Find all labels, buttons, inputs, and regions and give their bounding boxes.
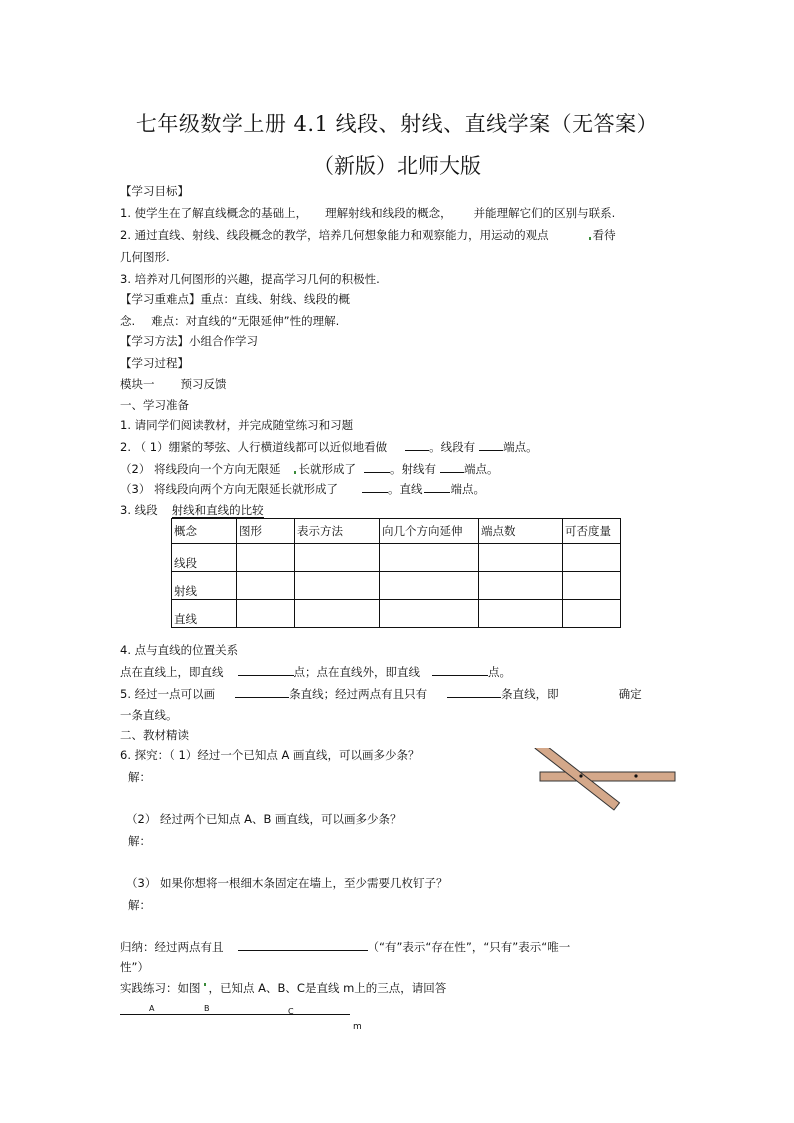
table-header-cell: 向几个方向延伸 xyxy=(380,519,479,544)
blank xyxy=(364,462,390,473)
comparison-table xyxy=(171,518,621,628)
table-cell xyxy=(563,572,621,600)
blank xyxy=(424,482,450,493)
q4-line: 点在直线上，即直线 点；点在直线外，即直线 点。 xyxy=(120,665,511,679)
q6-1: 6. 探究：（ 1）经过一个已知点 A 画直线，可以画多少条？ xyxy=(120,748,420,762)
practice-line: 实践练习：如图 ，已知点 A、B、C是直线 m上的三点，请回答 xyxy=(120,981,447,995)
row-label: 直线 xyxy=(172,600,237,628)
table-header-cell: 表示方法 xyxy=(295,519,380,544)
goal-3: 3. 培养对几何图形的兴趣，提高学习几何的积极性. xyxy=(120,272,380,286)
point-c-label: C xyxy=(288,1007,294,1016)
keys-line-1: 【学习重难点】重点：直线、射线、线段的概 xyxy=(120,292,350,306)
blank xyxy=(405,440,429,451)
prep-q2-1: 2. （ 1）绷紧的琴弦、人行横道线都可以近似地看做 。线段有 端点。 xyxy=(120,440,538,454)
q6-2: （2） 经过两个已知点 A、B 画直线，可以画多少条？ xyxy=(126,812,402,826)
solution-label: 解： xyxy=(128,770,151,784)
table-cell xyxy=(479,600,563,628)
table-cell xyxy=(237,600,295,628)
blank xyxy=(238,940,368,951)
crossed-sticks-icon xyxy=(532,748,682,818)
q5-line: 5. 经过一点可以画 条直线；经过两点有且只有 条直线，即 确定 xyxy=(120,687,642,701)
table-cell xyxy=(295,544,380,572)
table-header-cell: 可否度量 xyxy=(563,519,621,544)
point-b-label: B xyxy=(204,1004,210,1013)
blank xyxy=(479,440,503,451)
goal-2: 2. 通过直线、射线、线段概念的教学，培养几何想象能力和观察能力，用运动的观点 看待 xyxy=(120,228,616,242)
prep-q2-2: （2） 将线段向一个方向无限延 长就形成了 。射线有 端点。 xyxy=(120,462,499,476)
table-header-cell: 端点数 xyxy=(479,519,563,544)
green-dot-icon xyxy=(589,237,591,240)
q5-cont: 一条直线。 xyxy=(120,708,178,722)
table-cell xyxy=(380,600,479,628)
table-cell xyxy=(563,544,621,572)
summary-cont: 性”） xyxy=(120,960,149,974)
row-label: 射线 xyxy=(172,572,237,600)
prep-q3: 3. 线段 射线和直线的比较 xyxy=(120,503,264,517)
table-cell xyxy=(479,572,563,600)
page-title: 七年级数学上册 4.1 线段、射线、直线学案（无答案） xyxy=(135,112,659,136)
ruler-cross-diagram xyxy=(532,748,682,818)
table-cell xyxy=(295,600,380,628)
prep-q1: 1. 请同学们阅读教材，并完成随堂练习和习题 xyxy=(120,418,354,432)
process-header: 【学习过程】 xyxy=(120,356,189,370)
line-m-diagram xyxy=(120,1004,362,1034)
table-row xyxy=(172,544,621,572)
module-line: 模块一 预习反馈 xyxy=(120,377,227,391)
method-line: 【学习方法】小组合作学习 xyxy=(120,334,258,348)
blank xyxy=(238,665,294,676)
line-m xyxy=(120,1014,350,1015)
keys-line-2: 念. 难点：对直线的“无限延伸”性的理解. xyxy=(120,314,340,328)
point-a-label: A xyxy=(149,1004,155,1013)
green-dot-icon xyxy=(294,471,296,474)
blank xyxy=(440,462,464,473)
table-row xyxy=(172,572,621,600)
table-header-cell: 图形 xyxy=(237,519,295,544)
table-cell xyxy=(380,572,479,600)
table-row xyxy=(172,600,621,628)
table-cell xyxy=(295,572,380,600)
goal-1: 1. 使学生在了解直线概念的基础上， 理解射线和线段的概念， 并能理解它们的区别与联系. xyxy=(120,206,616,220)
q6-3: （3） 如果你想将一根细木条固定在墙上，至少需要几枚钉子？ xyxy=(126,876,448,890)
blank xyxy=(362,482,388,493)
table-cell xyxy=(380,544,479,572)
blank xyxy=(447,687,501,698)
row-label: 线段 xyxy=(172,544,237,572)
solution-label: 解： xyxy=(128,834,151,848)
table-cell xyxy=(237,572,295,600)
table-header-row xyxy=(172,519,621,544)
table-cell xyxy=(479,544,563,572)
solution-label: 解： xyxy=(128,898,151,912)
page-subtitle: （新版）北师大版 xyxy=(313,154,481,178)
table-cell xyxy=(237,544,295,572)
blank xyxy=(235,687,289,698)
goal-2-cont: 几何图形. xyxy=(120,250,170,264)
green-dot-icon xyxy=(204,983,206,986)
summary-line: 归纳：经过两点有且 （“有”表示“存在性”，“只有”表示“唯一 xyxy=(120,940,571,954)
line-m-label: m xyxy=(353,1022,362,1032)
table-header-cell: 概念 xyxy=(172,519,237,544)
table-cell xyxy=(563,600,621,628)
prep-q2-3: （3） 将线段向两个方向无限延长就形成了 。直线 端点。 xyxy=(120,482,485,496)
prep-header: 一、学习准备 xyxy=(120,398,189,412)
blank xyxy=(432,665,488,676)
goals-header: 【学习目标】 xyxy=(120,184,189,198)
q4-header: 4. 点与直线的位置关系 xyxy=(120,643,239,657)
reading-header: 二、教材精读 xyxy=(120,728,189,742)
